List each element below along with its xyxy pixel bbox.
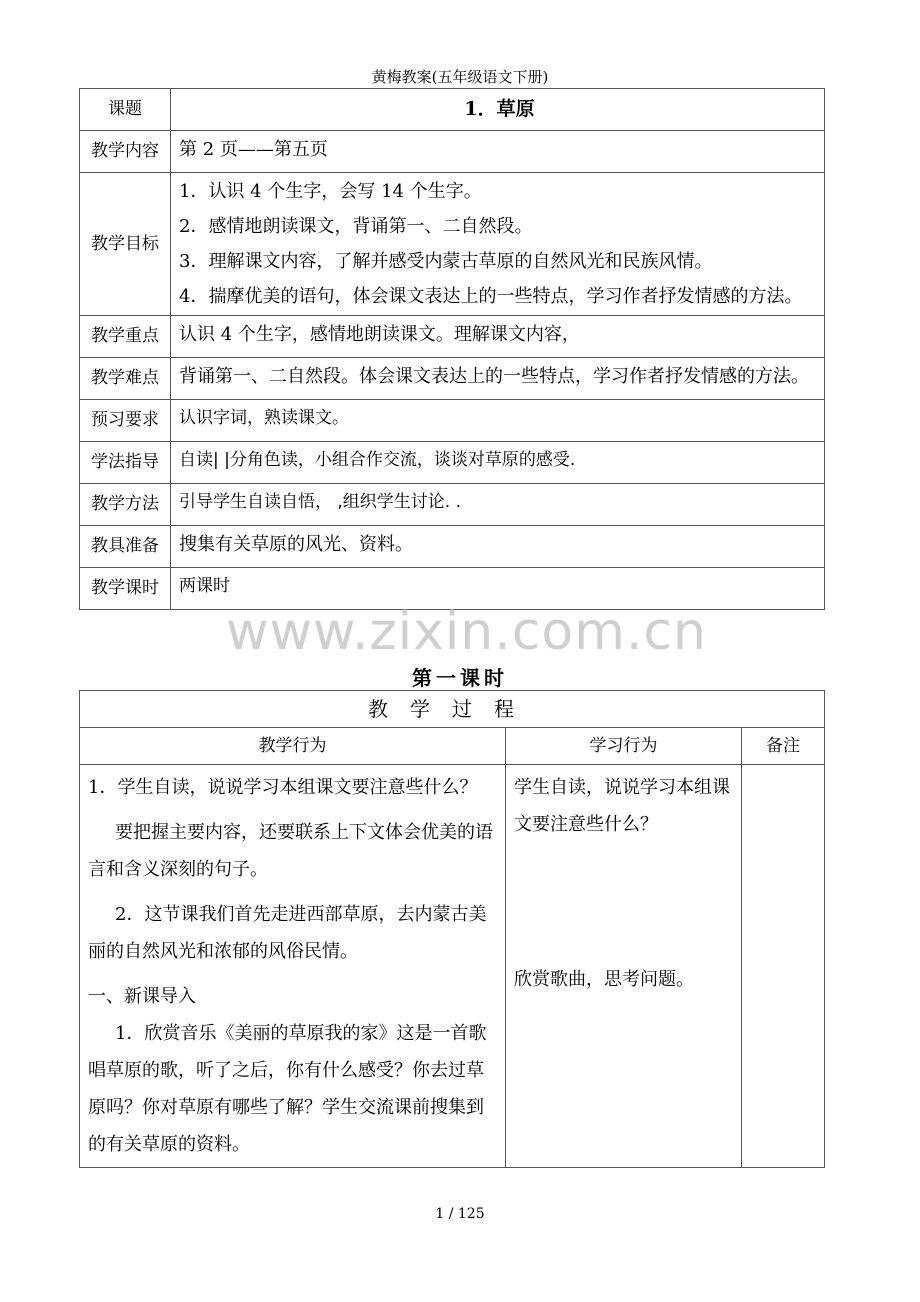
teaching-process-table: [79, 690, 825, 1168]
lesson-info-table: [79, 88, 825, 610]
label-periods: 教学课时: [80, 568, 171, 610]
goal-item: 3．理解课文内容，了解并感受内蒙古草原的自然风光和民族风情。: [179, 251, 713, 272]
row-key-points: [80, 316, 825, 358]
goal-item: 4．揣摩优美的语句，体会课文表达上的一些特点，学习作者抒发情感的方法。: [179, 286, 803, 307]
value-materials: 搜集有关草原的风光、资料。: [171, 526, 825, 568]
value-difficulties: 背诵第一、二自然段。体会课文表达上的一些特点，学习作者抒发情感的方法。: [171, 358, 825, 400]
column-header: 备注: [742, 728, 825, 765]
value-method: 引导学生自读自悟， ,组织学生讨论. .: [171, 484, 825, 526]
spacer: [514, 851, 735, 961]
page-number: 1 / 125: [435, 1206, 485, 1222]
paragraph: 1．欣赏音乐《美丽的草原我的家》这是一首歌唱草原的歌，听了之后，你有什么感受？你去过草原吗？你对草原有哪些了解？学生交流课前搜集到的有关草原的资料。: [88, 1023, 487, 1155]
label-goals: 教学目标: [80, 173, 171, 316]
paragraph: 学生自读，说说学习本组课文要注意些什么？: [514, 777, 730, 835]
column-header: 教学行为: [80, 728, 506, 765]
row-study-guide: [80, 442, 825, 484]
label-topic: 课题: [80, 89, 171, 131]
teaching-behavior-cell: [80, 765, 506, 1168]
watermark: www.zixin.com.cn: [226, 602, 707, 662]
process-heading-row: [80, 691, 825, 728]
label-key-points: 教学重点: [80, 316, 171, 358]
value-goals: [171, 173, 825, 316]
section-heading: 一、新课导入: [88, 986, 196, 1007]
process-content-row: [80, 765, 825, 1168]
paragraph: 1．学生自读，说说学习本组课文要注意些什么？: [88, 777, 478, 798]
label-method: 教学方法: [80, 484, 171, 526]
paragraph: 欣赏歌曲，思考问题。: [514, 969, 694, 990]
column-header: 学习行为: [506, 728, 742, 765]
row-method: [80, 484, 825, 526]
value-key-points: 认识 4 个生字，感情地朗读课文。理解课文内容，: [171, 316, 825, 358]
notes-cell: [742, 765, 825, 1168]
value-content: 第 2 页——第五页: [171, 131, 825, 173]
value-study-guide: 自读| |分角色读，小组合作交流，谈谈对草原的感受.: [171, 442, 825, 484]
document-header: 黄梅教案(五年级语文下册): [371, 68, 549, 86]
paragraph: 2．这节课我们首先走进西部草原，去内蒙古美丽的自然风光和浓郁的风俗民情。: [88, 904, 487, 962]
row-difficulties: [80, 358, 825, 400]
label-difficulties: 教学难点: [80, 358, 171, 400]
value-preview: 认识字词，熟读课文。: [171, 400, 825, 442]
paragraph: 要把握主要内容，还要联系上下文体会优美的语言和含义深刻的句子。: [88, 822, 493, 880]
row-topic: [80, 89, 825, 131]
row-preview: [80, 400, 825, 442]
learning-behavior-cell: [506, 765, 742, 1168]
row-content: [80, 131, 825, 173]
label-study-guide: 学法指导: [80, 442, 171, 484]
label-materials: 教具准备: [80, 526, 171, 568]
section-title: 第一课时: [412, 666, 508, 690]
row-goals: [80, 173, 825, 316]
column-header-row: [80, 728, 825, 765]
value-topic: 1．草原: [171, 89, 825, 131]
row-materials: [80, 526, 825, 568]
process-heading: 教学过程: [80, 691, 825, 728]
label-content: 教学内容: [80, 131, 171, 173]
label-preview: 预习要求: [80, 400, 171, 442]
goal-item: 2．感情地朗读课文，背诵第一、二自然段。: [179, 216, 533, 237]
goal-item: 1．认识 4 个生字，会写 14 个生字。: [179, 181, 482, 202]
value-periods: 两课时: [171, 568, 825, 610]
